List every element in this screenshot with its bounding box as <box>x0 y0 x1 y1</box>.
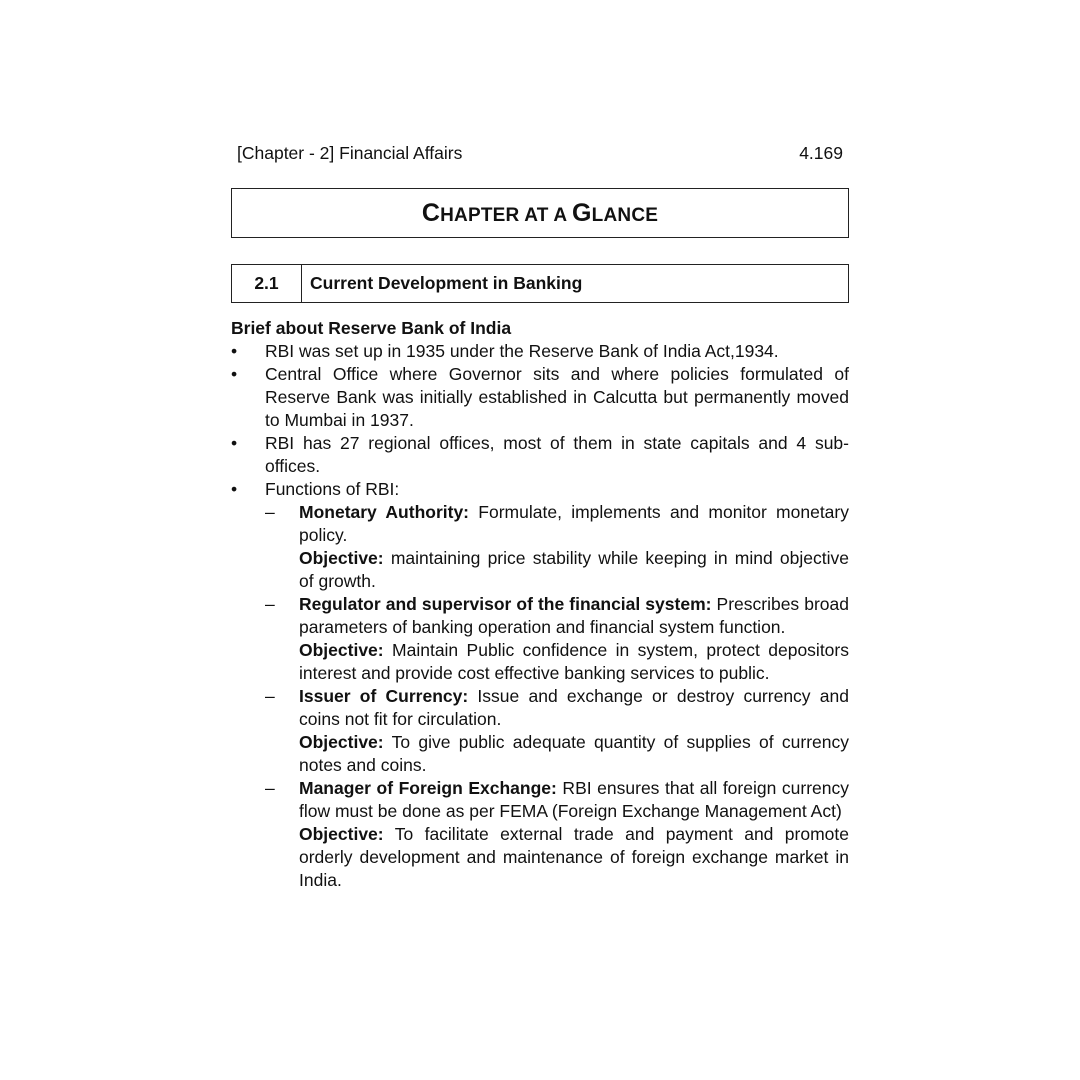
function-item <box>265 501 849 593</box>
function-term: Regulator and supervisor of the financial system: <box>299 594 712 614</box>
bullet-mark: • <box>231 433 238 453</box>
function-item <box>265 685 849 777</box>
function-description: Manager of Foreign Exchange: RBI ensures that all foreign currency flow must be done as per FEMA (Foreign Exchange Management Act) <box>299 778 850 821</box>
list-item <box>231 340 849 363</box>
chapter-title: [Chapter - 2] Financial Affairs <box>237 143 463 163</box>
function-objective: Objective: To facilitate external trade and payment and promote orderly development and maintenance of foreign exchange market in India. <box>299 824 849 890</box>
objective-label: Objective: <box>299 640 384 660</box>
objective-label: Objective: <box>299 824 384 844</box>
list-item-functions <box>231 478 849 892</box>
chapter-at-a-glance-banner <box>231 188 849 238</box>
function-objective: Objective: maintaining price stability while keeping in mind objective of growth. <box>299 548 849 591</box>
dash-mark: – <box>265 778 275 798</box>
function-item <box>265 593 849 685</box>
running-header <box>231 142 849 164</box>
section-number: 2.1 <box>232 265 302 302</box>
function-term: Manager of Foreign Exchange: <box>299 778 557 798</box>
section-heading <box>231 264 849 303</box>
dash-mark: – <box>265 502 275 522</box>
list-item-text: RBI has 27 regional offices, most of them in state capitals and 4 sub-offices. <box>265 433 849 476</box>
bullet-list <box>231 340 849 892</box>
section-content <box>231 317 849 892</box>
list-item-text: Functions of RBI: <box>265 479 400 499</box>
banner-title: CHAPTER AT A GLANCE <box>421 198 659 227</box>
dash-mark: – <box>265 686 275 706</box>
function-term: Monetary Authority: <box>299 502 470 522</box>
list-item-text: Central Office where Governor sits and where policies formulated of Reserve Bank was initially established in Calcutta but permanently moved to Mumbai in 1937. <box>265 364 849 430</box>
objective-label: Objective: <box>299 732 384 752</box>
section-title: Current Development in Banking <box>310 273 583 293</box>
list-item <box>231 432 849 478</box>
function-description: Monetary Authority: Formulate, implements and monitor monetary policy. <box>299 502 849 545</box>
function-objective: Objective: Maintain Public confidence in system, protect depositors interest and provide cost effective banking services to public. <box>299 640 849 683</box>
list-item <box>231 363 849 432</box>
function-item <box>265 777 849 892</box>
page-number: 4.169 <box>799 143 843 163</box>
function-objective: Objective: To give public adequate quantity of supplies of currency notes and coins. <box>299 732 849 775</box>
function-term: Issuer of Currency: <box>299 686 469 706</box>
dash-mark: – <box>265 594 275 614</box>
objective-label: Objective: <box>299 548 384 568</box>
subheading: Brief about Reserve Bank of India <box>231 318 512 338</box>
function-description: Issuer of Currency: Issue and exchange or destroy currency and coins not fit for circulation. <box>299 686 849 729</box>
function-description: Regulator and supervisor of the financial system: Prescribes broad parameters of banking operation and financial system function. <box>299 594 849 637</box>
functions-list <box>265 501 849 892</box>
list-item-text: RBI was set up in 1935 under the Reserve Bank of India Act,1934. <box>265 341 779 361</box>
bullet-mark: • <box>231 364 238 384</box>
bullet-mark: • <box>231 479 238 499</box>
document-page <box>231 142 849 892</box>
bullet-mark: • <box>231 341 238 361</box>
